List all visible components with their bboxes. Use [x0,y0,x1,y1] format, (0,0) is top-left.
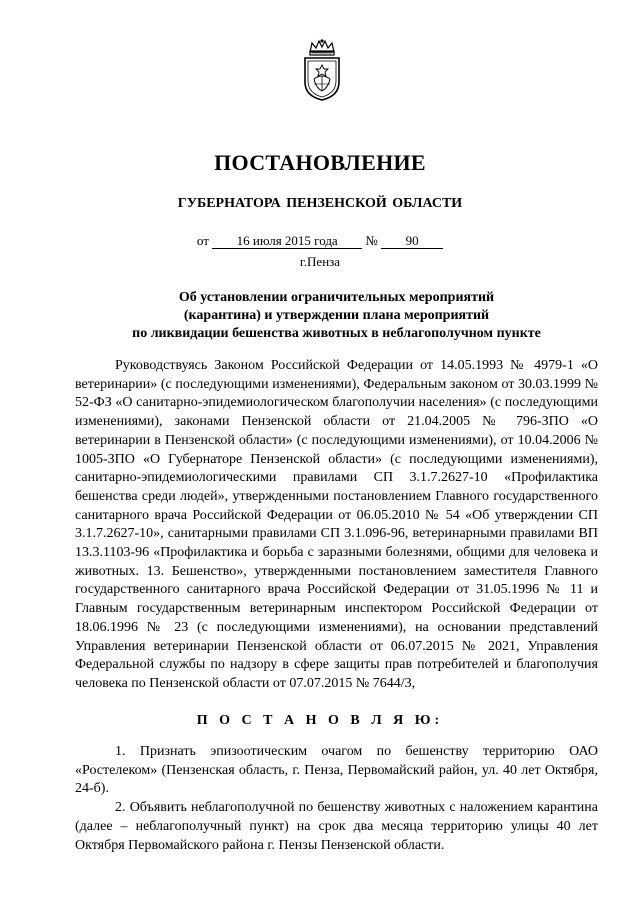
preamble-paragraph: Руководствуясь Законом Российской Федерации от 14.05.1993 № 4979-1 «О ветеринарии» (с последующими изменениями), Федеральным законом от 30.03.1999 № 52-ФЗ «О санитарно-эпидемиологическом благополучии населения» (с последующими изменениями), законами Пензенской области от 21.04.2005 № 796-ЗПО «О ветеринарии в Пензенской области» (с последующими изменениями), от 10.04.2006 № 1005-ЗПО «О Губернаторе Пензенской области» (с последующими изменениями), санитарно-эпидемиологическими правилами СП 3.1.7.2627-10 «Профилактика бешенства среди людей», утвержденными постановлением Главного государственного санитарного врача Российской Федерации от 06.05.2010 № 54 «Об утверждении СП 3.1.7.2627-10», санитарными правилами СП 3.1.096-96, ветеринарными правилами ВП 13.3.1103-96 «Профилактика и борьба с заразными болезнями, общими для человека и животных. 13. Бешенство», утвержденными постановлением заместителя Главного государственного санитарного врача Российской Федерации от 31.05.1996 № 11 и Главным государственным ветеринарным инспектором Российской Федерации от 18.06.1996 № 23 (с последующими изменениями), на основании представлений Управления ветеринарии Пензенской области от 06.07.2015 № 2021, Управления Федеральной службы по надзору в сфере защиты прав потребителей и благополучия человека по Пензенской области от 07.07.2015 № 7644/3, [75,358,598,691]
document-preamble [75,357,598,694]
decree-item: 1. Признать эпизоотическим очагом по бешенству территорию ОАО «Ростелеком» (Пензенская область, г. Пенза, Первомайский район, ул. 40 лет Октября, 24-б). [75,744,598,797]
decree-items [75,743,598,855]
coat-of-arms-icon [301,38,343,102]
heading-line: по ликвидации бешенства животных в неблагополучном пункте [132,326,541,341]
date-number-line [0,233,640,249]
heading-line: (карантина) и утверждении плана мероприятий [183,308,490,323]
document-issuer: ГУБЕРНАТОРА ПЕНЗЕНСКОЙ ОБЛАСТИ [177,196,463,211]
heading-line: Об установлении ограничительных мероприятий [178,290,495,305]
document-number: 90 [381,233,443,249]
document-city: г.Пенза [299,254,341,269]
document-heading [75,289,598,343]
number-prefix: № [365,233,378,248]
date-prefix: от [196,233,209,248]
document-date: 16 июля 2015 года [212,233,362,249]
document-title: ПОСТАНОВЛЕНИЕ [214,150,426,175]
decree-word: П О С Т А Н О В Л Я Ю: [196,713,444,728]
decree-item: 2. Объявить неблагополучной по бешенству животных с наложением карантина (далее – неблагополучный пункт) на срок два месяца территорию улицы 40 лет Октября Первомайского района г. Пензы Пензенской области. [75,800,598,853]
